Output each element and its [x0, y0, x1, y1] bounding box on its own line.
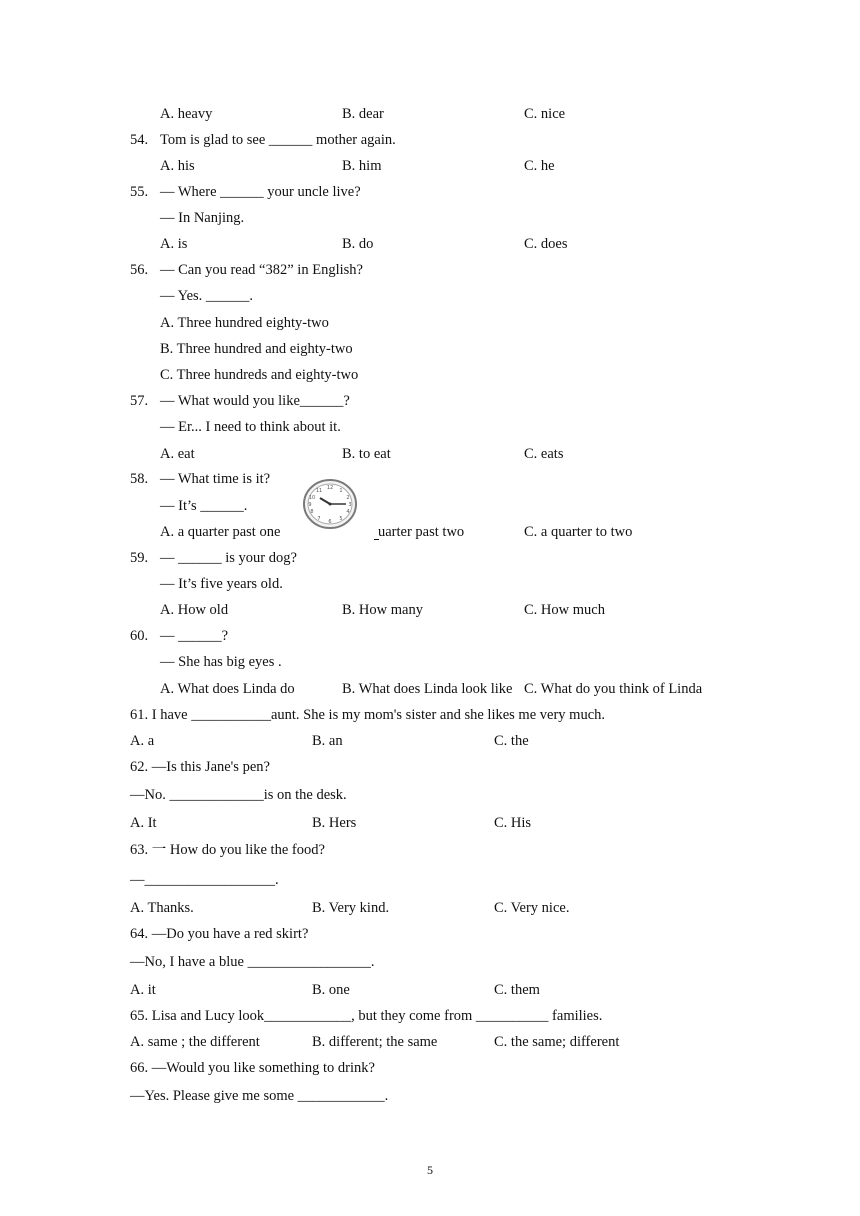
q60-line2: — She has big eyes .	[160, 654, 282, 670]
q63-stem: 63. 一 How do you like the food?	[130, 842, 325, 858]
q58-line2: — It’s ______.	[160, 498, 248, 514]
q55-stem	[130, 183, 361, 201]
q64-stem: 64. —Do you have a red skirt?	[130, 926, 309, 942]
q64-option-c: C. them	[494, 982, 540, 998]
q57-line2: — Er... I need to think about it.	[160, 419, 341, 435]
svg-text:9: 9	[308, 502, 312, 508]
q65-option-c: C. the same; different	[494, 1034, 620, 1050]
q61-stem: 61. I have ___________aunt. She is my mom's sister and she likes me very much.	[130, 707, 606, 723]
q64-option-b: B. one	[312, 982, 350, 998]
q66-stem: 66. —Would you like something to drink?	[130, 1060, 375, 1076]
q56-number: 56.	[130, 262, 149, 278]
q53-option-c: C. nice	[524, 106, 566, 122]
q56-option-c: C. Three hundreds and eighty-two	[160, 367, 359, 383]
q56-option-a: A. Three hundred eighty-two	[160, 315, 329, 331]
q55-option-b: B. do	[342, 236, 374, 252]
svg-text:7: 7	[317, 516, 321, 522]
q59-option-c: C. How much	[524, 602, 605, 618]
q66-line2: —Yes. Please give me some ____________.	[130, 1088, 389, 1104]
q59-line2: — It’s five years old.	[160, 576, 283, 592]
q57-stem	[130, 392, 350, 410]
q58-cut-mark	[374, 523, 379, 540]
q60-line1: — ______?	[160, 628, 229, 644]
q58-line1: — What time is it?	[160, 471, 271, 487]
q54-option-c: C. he	[524, 158, 555, 174]
q62-stem: 62. —Is this Jane's pen?	[130, 759, 270, 775]
q65-option-b: B. different; the same	[312, 1034, 438, 1050]
q63-line2: —__________________.	[130, 872, 279, 888]
svg-text:3: 3	[348, 502, 352, 508]
q59-line1: — ______ is your dog?	[160, 550, 297, 566]
q57-number: 57.	[130, 393, 149, 409]
q62-option-c: C. His	[494, 815, 532, 831]
svg-text:5: 5	[339, 516, 343, 522]
q54-number: 54.	[130, 132, 149, 148]
svg-text:2: 2	[346, 495, 350, 501]
svg-text:12: 12	[326, 485, 334, 491]
q54-stem	[130, 131, 396, 149]
q63-option-a: A. Thanks.	[130, 900, 194, 916]
q65-option-a: A. same ; the different	[130, 1034, 260, 1050]
svg-text:4: 4	[346, 509, 350, 515]
svg-text:1: 1	[339, 488, 343, 494]
q56-stem	[130, 261, 363, 279]
q60-option-b: B. What does Linda look like	[342, 681, 513, 697]
page-number: 5	[427, 1163, 433, 1177]
q54-option-a: A. his	[160, 158, 195, 174]
q57-option-b: B. to eat	[342, 446, 391, 462]
q63-option-b: B. Very kind.	[312, 900, 390, 916]
q59-option-b: B. How many	[342, 602, 423, 618]
svg-text:6: 6	[328, 519, 332, 525]
q53-option-b: B. dear	[342, 106, 384, 122]
q56-line1: — Can you read “382” in English?	[160, 262, 363, 278]
q56-option-b: B. Three hundred and eighty-two	[160, 341, 353, 357]
q63-option-c: C. Very nice.	[494, 900, 570, 916]
q58-number: 58.	[130, 471, 149, 487]
q65-stem: 65. Lisa and Lucy look____________, but they come from __________ families.	[130, 1008, 603, 1024]
q57-option-a: A. eat	[160, 446, 195, 462]
q53-option-a: A. heavy	[160, 106, 213, 122]
q62-option-b: B. Hers	[312, 815, 357, 831]
q58-stem	[130, 470, 270, 488]
q59-stem	[130, 549, 297, 567]
q62-option-a: A. It	[130, 815, 157, 831]
q55-option-a: A. is	[160, 236, 188, 252]
q54-text: Tom is glad to see ______ mother again.	[160, 132, 396, 148]
q57-line1: — What would you like______?	[160, 393, 350, 409]
q58-option-b: uarter past two	[378, 524, 465, 540]
q59-number: 59.	[130, 550, 149, 566]
q61-option-a: A. a	[130, 733, 155, 749]
q60-stem	[130, 627, 228, 645]
q60-option-a: A. What does Linda do	[160, 681, 295, 697]
q55-line2: — In Nanjing.	[160, 210, 245, 226]
svg-text:8: 8	[310, 509, 314, 515]
svg-text:11: 11	[315, 488, 323, 494]
q59-option-a: A. How old	[160, 602, 229, 618]
q55-option-c: C. does	[524, 236, 568, 252]
q56-line2: — Yes. ______.	[160, 288, 254, 304]
q54-option-b: B. him	[342, 158, 382, 174]
clock-icon	[302, 478, 358, 530]
q64-option-a: A. it	[130, 982, 156, 998]
svg-text:10: 10	[308, 495, 316, 501]
q55-number: 55.	[130, 184, 149, 200]
q61-option-c: C. the	[494, 733, 529, 749]
q61-option-b: B. an	[312, 733, 343, 749]
q64-line2: —No, I have a blue _________________.	[130, 954, 375, 970]
q55-line1: — Where ______ your uncle live?	[160, 184, 361, 200]
q60-option-c: C. What do you think of Linda	[524, 681, 703, 697]
q57-option-c: C. eats	[524, 446, 564, 462]
q60-number: 60.	[130, 628, 149, 644]
q62-line2: —No. _____________is on the desk.	[130, 787, 347, 803]
q58-option-a: A. a quarter past one	[160, 524, 281, 540]
q58-option-c: C. a quarter to two	[524, 524, 633, 540]
